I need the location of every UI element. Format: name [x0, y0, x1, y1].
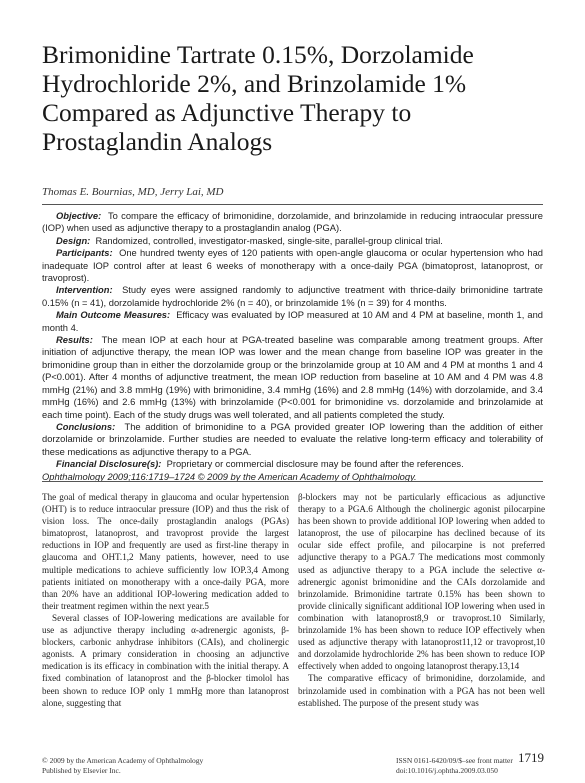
abstract-conclusions	[42, 421, 543, 458]
abstract-label: Main Outcome Measures:	[56, 310, 171, 321]
abstract-label: Participants:	[56, 248, 113, 259]
abstract-participants	[42, 247, 543, 284]
body-paragraph: β-blockers may not be particularly efficacious as adjunctive therapy to a PGA.6 Although the cholinergic agonist pilocarpine has been shown to provide additional IOP lowering when added to latanoprost, the use of pilocarpine has declined because of its ocular side effect profile, and pilocarpine is not preferred adjunctive therapy to a PGA.7 The medications most commonly used as adjunctive therapy to a PGA include the selective α-adrenergic agonist brimonidine and the CAIs dorzolamide and brinzolamide. Brimonidine tartrate 0.15% has been shown to provide clinically significant additional IOP lowering when used in combination with latanoprost8,9 or travoprost.10 Similarly, brinzolamide 1% has been shown to reduce IOP effectively when used as adjunctive therapy with latanoprost11,12 or travoprost,10 and dorzolamide hydrochloride 2% has been shown to reduce IOP effectively when added to ongoing latanoprost therapy.13,14	[298, 492, 545, 672]
abstract-text: Proprietary or commercial disclosure may be found after the references.	[166, 459, 464, 470]
footer-issn-line: ISSN 0161-6420/09/$–see front matter	[396, 756, 513, 765]
footer-issn	[396, 756, 513, 776]
abstract-label: Objective:	[56, 211, 102, 221]
abstract-text: Randomized, controlled, investigator-masked, single-site, parallel-group clinical trial.	[95, 235, 443, 246]
body-column-right	[298, 491, 545, 709]
abstract-label: Design:	[56, 235, 91, 246]
article-authors: Thomas E. Bournias, MD, Jerry Lai, MD	[42, 186, 224, 198]
abstract-design	[42, 235, 543, 247]
abstract	[42, 210, 543, 483]
footer-doi-line: doi:10.1016/j.ophtha.2009.03.050	[396, 766, 498, 775]
abstract-text: To compare the efficacy of brimonidine, dorzolamide, and brinzolamide in reducing intraocular pressure (IOP) when used as adjunctive therapy to a prostaglandin analog (PGA).	[42, 211, 543, 234]
footer-copyright-line: © 2009 by the American Academy of Ophthalmology	[42, 756, 204, 765]
abstract-label: Results:	[56, 335, 93, 346]
abstract-text: Study eyes were assigned randomly to adjunctive treatment with thrice-daily brimonidine tartrate 0.15% (n = 41), dorzolamide hydrochloride 2% (n = 40), or brinzolamide 1% (n = 39) for 4 months.	[42, 285, 543, 308]
abstract-text: The addition of brimonidine to a PGA provided greater IOP lowering than the addition of either dorzolamide or brinzolamide. Further studies are needed to evaluate the relative long-term efficacy and tolerability of these medications as adjunctive therapy to a PGA.	[42, 421, 543, 457]
abstract-label: Conclusions:	[56, 421, 116, 432]
footer-publisher-line: Published by Elsevier Inc.	[42, 766, 121, 775]
body-paragraph: The goal of medical therapy in glaucoma and ocular hypertension (OHT) is to reduce intraocular pressure (IOP) and thus the risk of vision loss. The once-daily prostaglandin analogs (PGAs) bimatoprost, latanoprost, and travoprost provide the largest reductions in IOP and frequently are used as first-line therapy in glaucoma and OHT.1,2 Many patients, however, need to use multiple medications to achieve sufficiently low IOP.3,4 Among patients initiated on monotherapy with a once-daily PGA, more than 20% have an additional IOP-lowering medication added to their treatment regimen within the next year.5	[42, 492, 289, 611]
footer-copyright	[42, 756, 203, 776]
abstract-objective	[42, 210, 543, 235]
abstract-label: Intervention:	[56, 285, 113, 296]
body-column-left	[42, 491, 289, 709]
page-number: 1719	[518, 750, 544, 765]
abstract-intervention	[42, 284, 543, 309]
abstract-bottom-rule	[42, 481, 543, 482]
body-paragraph: Several classes of IOP-lowering medications are available for use as adjunctive therapy including α-adrenergic agonists, β-blockers, carbonic anhydrase inhibitors (CAIs), and cholinergic agonists. A primary consideration in choosing an adjunctive medication is its efficacy in combination with the initial therapy. A fixed combination of latanoprost and the β-blocker timolol has been shown to reduce IOP only 1 mmHg more than latanoprost alone, suggesting that	[42, 612, 289, 708]
abstract-financial-disclosure	[42, 458, 543, 470]
abstract-top-rule	[42, 204, 543, 205]
abstract-label: Financial Disclosure(s):	[56, 459, 162, 470]
abstract-text: The mean IOP at each hour at PGA-treated baseline was comparable among treatment groups. After initiation of adjunctive therapy, the mean IOP was lower and the mean change from baseline IOP was greater in the brimonidine group than in either the dorzolamide group or the brinzolamide group at 10 AM and 4 PM at months 1 and 4 (P<0.001). After 4 months of adjunctive treatment, the mean IOP reduction from baseline at 10 AM and 4 PM was 4.8 mmHg (21%) and 3.8 mmHg (19%) with brimonidine, 3.4 mmHg (16%) and 2.8 mmHg (14%) with dorzolamide, and 3.4 mmHg (16%) and 2.6 mmHg (13%) with brinzolamide (P<0.001 for brimonidine vs. dorzolamide and brinzolamide at each time point). Each of the study drugs was well tolerated, and all patients completed the study.	[42, 335, 543, 420]
abstract-text: One hundred twenty eyes of 120 patients with open-angle glaucoma or ocular hypertension who had inadequate IOP control after at least 6 weeks of monotherapy with a once-daily PGA (bimatoprost, latanoprost, or travoprost).	[42, 248, 543, 284]
citation: Ophthalmology 2009;116:1719–1724 © 2009 by the American Academy of Ophthalmology.	[42, 471, 417, 482]
body-paragraph: The comparative efficacy of brimonidine, dorzolamide, and brinzolamide used in combination with a PGA has not been well established. The purpose of the present study was	[298, 673, 545, 708]
abstract-outcome-measures	[42, 309, 543, 334]
abstract-results	[42, 334, 543, 421]
article-title: Brimonidine Tartrate 0.15%, Dorzolamide Hydrochloride 2%, and Brinzolamide 1% Compared as Adjunctive Therapy to Prostaglandin Analogs	[42, 40, 474, 156]
abstract-text: Efficacy was evaluated by IOP measured at 10 AM and 4 PM at baseline, month 1, and month 4.	[42, 310, 543, 333]
